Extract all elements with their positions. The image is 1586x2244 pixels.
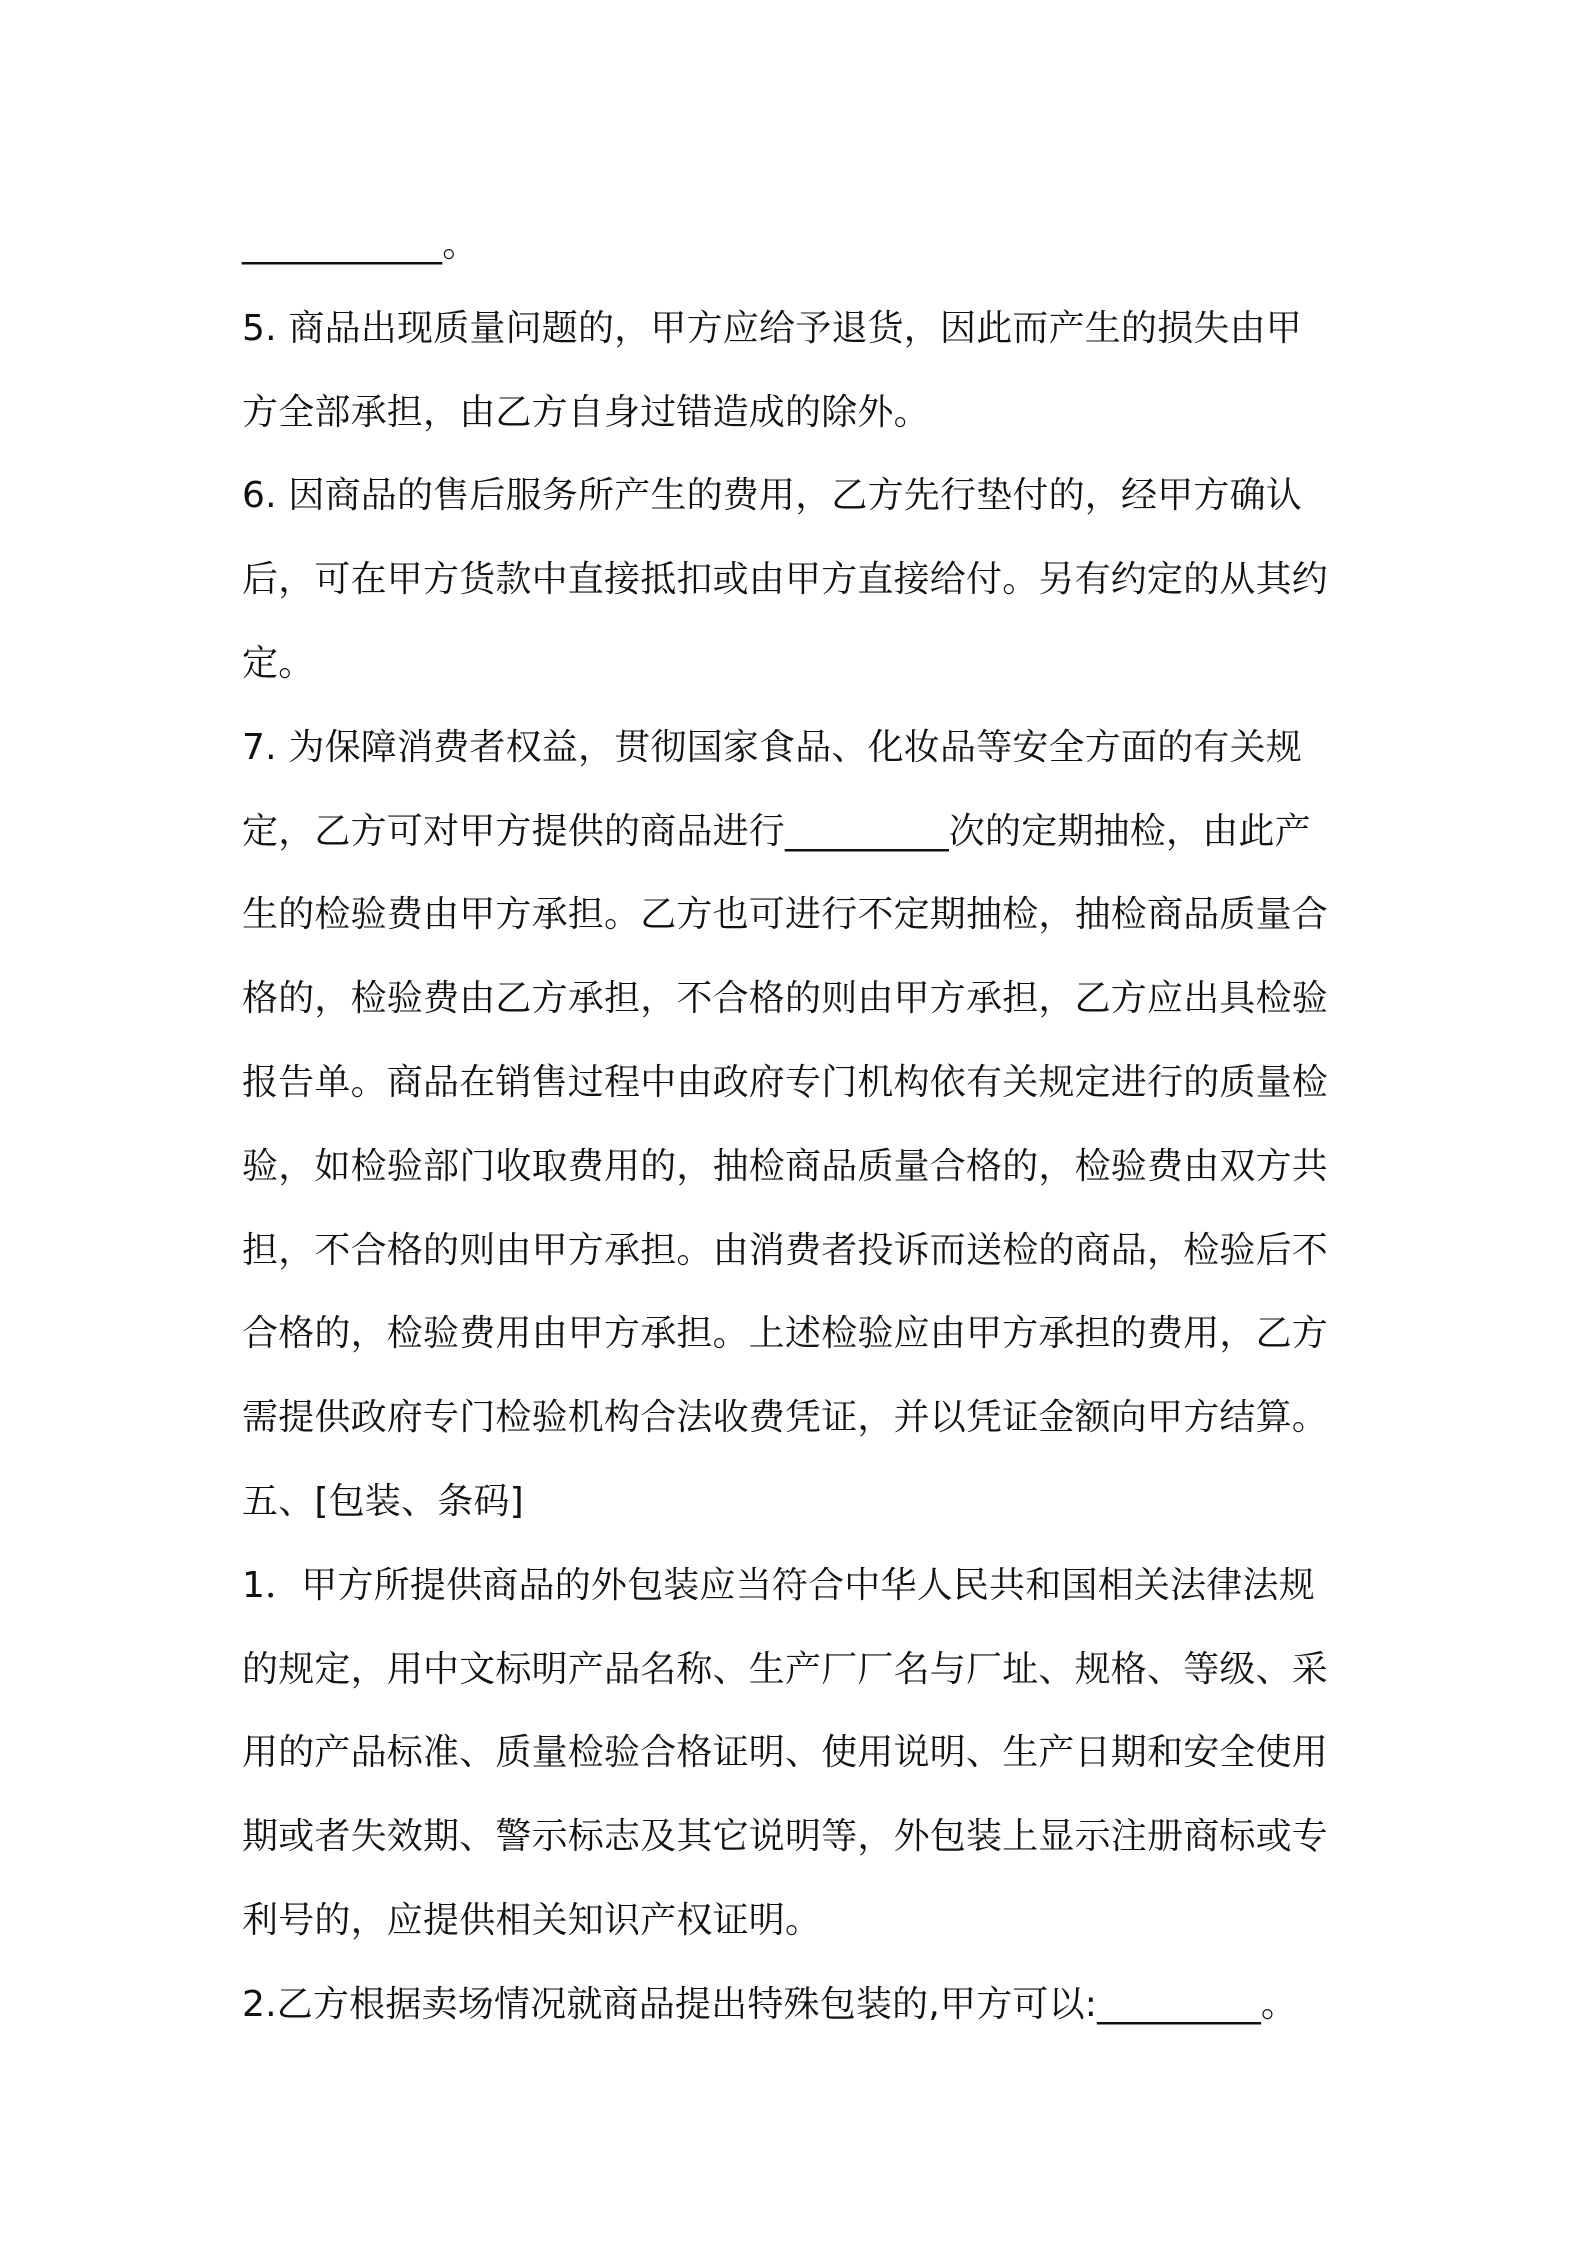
document-body — [242, 203, 1357, 2047]
text-line-item-7: 7. 为保障消费者权益，贯彻国家食品、化妆品等安全方面的有关规 — [242, 726, 1302, 768]
text-line: 利号的，应提供相关知识产权证明。 — [242, 1899, 822, 1941]
text-line-item-5: 5. 商品出现质量问题的，甲方应给予退货，因此而产生的损失由甲 — [242, 307, 1302, 349]
text-line: 方全部承担，由乙方自身过错造成的除外。 — [242, 391, 930, 433]
text-line: 定，乙方可对甲方提供的商品进行_________次的定期抽检，由此产 — [242, 810, 1311, 852]
section-heading-packaging: 五、[包装、条码] — [242, 1480, 524, 1522]
text-line-packaging-1: 1．甲方所提供商品的外包装应当符合中华人民共和国相关法律法规 — [242, 1564, 1315, 1606]
text-line-blank-end: ___________。 — [242, 224, 479, 265]
text-line: 报告单。商品在销售过程中由政府专门机构依有关规定进行的质量检 — [242, 1061, 1329, 1103]
text-line: 合格的，检验费用由甲方承担。上述检验应由甲方承担的费用，乙方 — [242, 1313, 1329, 1355]
text-line: 期或者失效期、警示标志及其它说明等，外包装上显示注册商标或专 — [242, 1816, 1329, 1858]
text-line: 用的产品标准、质量检验合格证明、使用说明、生产日期和安全使用 — [242, 1732, 1329, 1774]
text-line: 需提供政府专门检验机构合法收费凭证，并以凭证金额向甲方结算。 — [242, 1397, 1329, 1439]
text-line-item-6: 6. 因商品的售后服务所产生的费用，乙方先行垫付的，经甲方确认 — [242, 475, 1302, 517]
text-line: 定。 — [242, 642, 315, 684]
text-line: 后，可在甲方货款中直接抵扣或由甲方直接给付。另有约定的从其约 — [242, 559, 1329, 601]
text-line: 格的，检验费由乙方承担，不合格的则由甲方承担，乙方应出具检验 — [242, 978, 1329, 1020]
text-line: 验，如检验部门收取费用的，抽检商品质量合格的，检验费由双方共 — [242, 1145, 1329, 1187]
text-line: 担，不合格的则由甲方承担。由消费者投诉而送检的商品，检验后不 — [242, 1229, 1329, 1271]
text-line-packaging-2: 2.乙方根据卖场情况就商品提出特殊包装的,甲方可以:_________。 — [242, 1983, 1298, 2025]
text-line: 的规定，用中文标明产品名称、生产厂厂名与厂址、规格、等级、采 — [242, 1648, 1329, 1690]
text-line: 生的检验费由甲方承担。乙方也可进行不定期抽检，抽检商品质量合 — [242, 894, 1329, 936]
